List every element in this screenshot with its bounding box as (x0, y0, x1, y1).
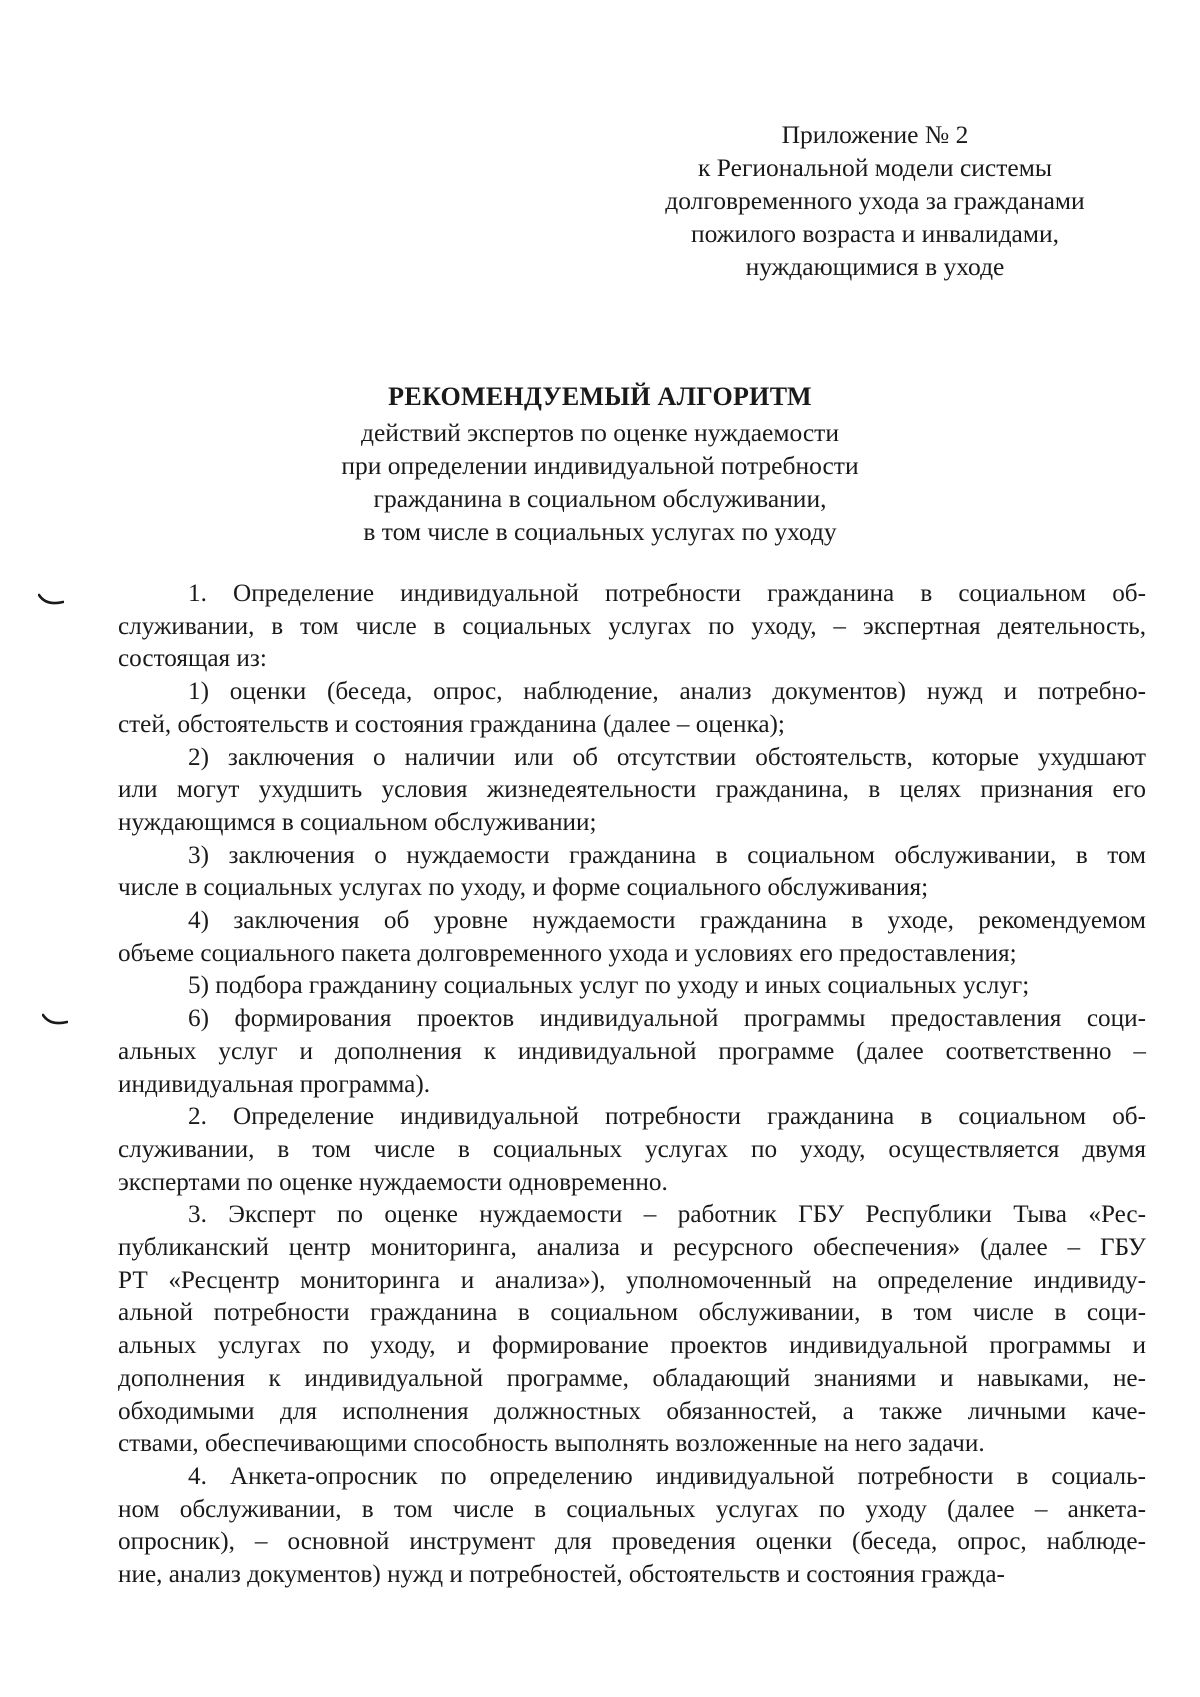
paragraph-line: служивании, в том числе в социальных услугах по уходу, осуществляется двумя (118, 1135, 1146, 1163)
paragraph-line: числе в социальных услугах по уходу, и форме социального обслуживания; (118, 874, 929, 902)
title-line: в том числе в социальных услугах по уходу (363, 517, 837, 546)
paragraph-line: альной потребности гражданина в социальном обслуживании, в том числе в соци- (118, 1299, 1146, 1327)
paragraph-line: альных услуг и дополнения к индивидуальной программе (далее соответственно – (118, 1037, 1146, 1065)
paragraph-line: 2) заключения о наличии или об отсутствии обстоятельств, которые ухудшают (188, 743, 1146, 771)
paragraph-line: ние, анализ документов) нужд и потребностей, обстоятельств и состояния гражда- (118, 1561, 1005, 1589)
appendix-line: пожилого возраста и инвалидами, (690, 219, 1060, 248)
document-title (0, 380, 1200, 548)
title-main: РЕКОМЕНДУЕМЫЙ АЛГОРИТМ (388, 382, 812, 411)
paragraph-line: 1) оценки (беседа, опрос, наблюдение, анализ документов) нужд и потребно- (188, 678, 1146, 706)
paragraph (118, 1003, 1146, 1101)
paragraph (118, 676, 1146, 741)
appendix-line: Приложение № 2 (781, 120, 969, 149)
paragraph-line: 1. Определение индивидуальной потребности гражданина в социальном об- (188, 580, 1146, 607)
appendix-header (640, 118, 1110, 283)
title-line: действий экспертов по оценке нуждаемости (361, 418, 839, 447)
paragraph-line: публиканский центр мониторинга, анализа и ресурсного обеспечения» (далее – ГБУ (118, 1234, 1146, 1262)
title-line: гражданина в социальном обслуживании, (373, 484, 827, 513)
paragraph (118, 970, 1146, 1003)
paragraph-line: стей, обстоятельств и состояния гражданина (далее – оценка); (118, 710, 785, 738)
paragraph-line: нуждающимся в социальном обслуживании; (118, 808, 597, 836)
margin-mark (38, 592, 64, 608)
paragraph-line: 3) заключения о нуждаемости гражданина в социальном обслуживании, в том (188, 841, 1146, 869)
appendix-line: нуждающимися в уходе (745, 252, 1005, 281)
title-line: при определении индивидуальной потребности (341, 451, 859, 480)
paragraph-line: обходимыми для исполнения должностных обязанностей, а также личными каче- (118, 1397, 1146, 1425)
paragraph-line: опросник), – основной инструмент для проведения оценки (беседа, опрос, наблюде- (118, 1528, 1146, 1556)
paragraph-line: ствами, обеспечивающими способность выполнять возложенные на него задачи. (118, 1430, 985, 1458)
paragraph-line: или могут ухудшить условия жизнедеятельности гражданина, в целях признания его (118, 776, 1146, 804)
paragraph-line: РТ «Ресцентр мониторинга и анализа»), уполномоченный на определение индивиду- (118, 1266, 1146, 1294)
paragraph-line: 4) заключения об уровне нуждаемости гражданина в уходе, рекомендуемом (188, 907, 1146, 935)
document-body (118, 578, 1146, 1592)
paragraph-line: альных услугах по уходу, и формирование проектов индивидуальной программы и (118, 1332, 1146, 1360)
paragraph-line: 4. Анкета-опросник по определению индивидуальной потребности в социаль- (188, 1462, 1146, 1490)
paragraph-line: 3. Эксперт по оценке нуждаемости – работник ГБУ Республики Тыва «Рес- (188, 1201, 1146, 1229)
appendix-line: долговременного ухода за гражданами (665, 186, 1085, 215)
paragraph-line: экспертами по оценке нуждаемости одновременно. (118, 1168, 668, 1196)
paragraph-line: состоящая из: (118, 645, 267, 673)
paragraph (118, 905, 1146, 970)
paragraph-line: 5) подбора гражданину социальных услуг по уходу и иных социальных услуг; (188, 972, 1030, 1000)
paragraph-line: объеме социального пакета долговременного ухода и условиях его предоставления; (118, 939, 1017, 967)
paragraph-line: дополнения к индивидуальной программе, обладающий знаниями и навыками, не- (118, 1364, 1146, 1392)
appendix-line: к Региональной модели системы (698, 153, 1052, 182)
paragraph-line: ном обслуживании, в том числе в социальных услугах по уходу (далее – анкета- (118, 1495, 1146, 1523)
margin-mark (42, 1012, 68, 1028)
paragraph (118, 1101, 1146, 1199)
paragraph (118, 578, 1146, 676)
paragraph-line: индивидуальная программа). (118, 1070, 431, 1098)
paragraph-line: служивании, в том числе в социальных услугах по уходу, – экспертная деятельность, (118, 612, 1146, 640)
paragraph-line: 2. Определение индивидуальной потребности гражданина в социальном об- (188, 1103, 1146, 1131)
paragraph (118, 742, 1146, 840)
paragraph (118, 1199, 1146, 1461)
paragraph-line: 6) формирования проектов индивидуальной программы предоставления соци- (188, 1005, 1146, 1033)
paragraph (118, 1461, 1146, 1592)
paragraph (118, 840, 1146, 905)
